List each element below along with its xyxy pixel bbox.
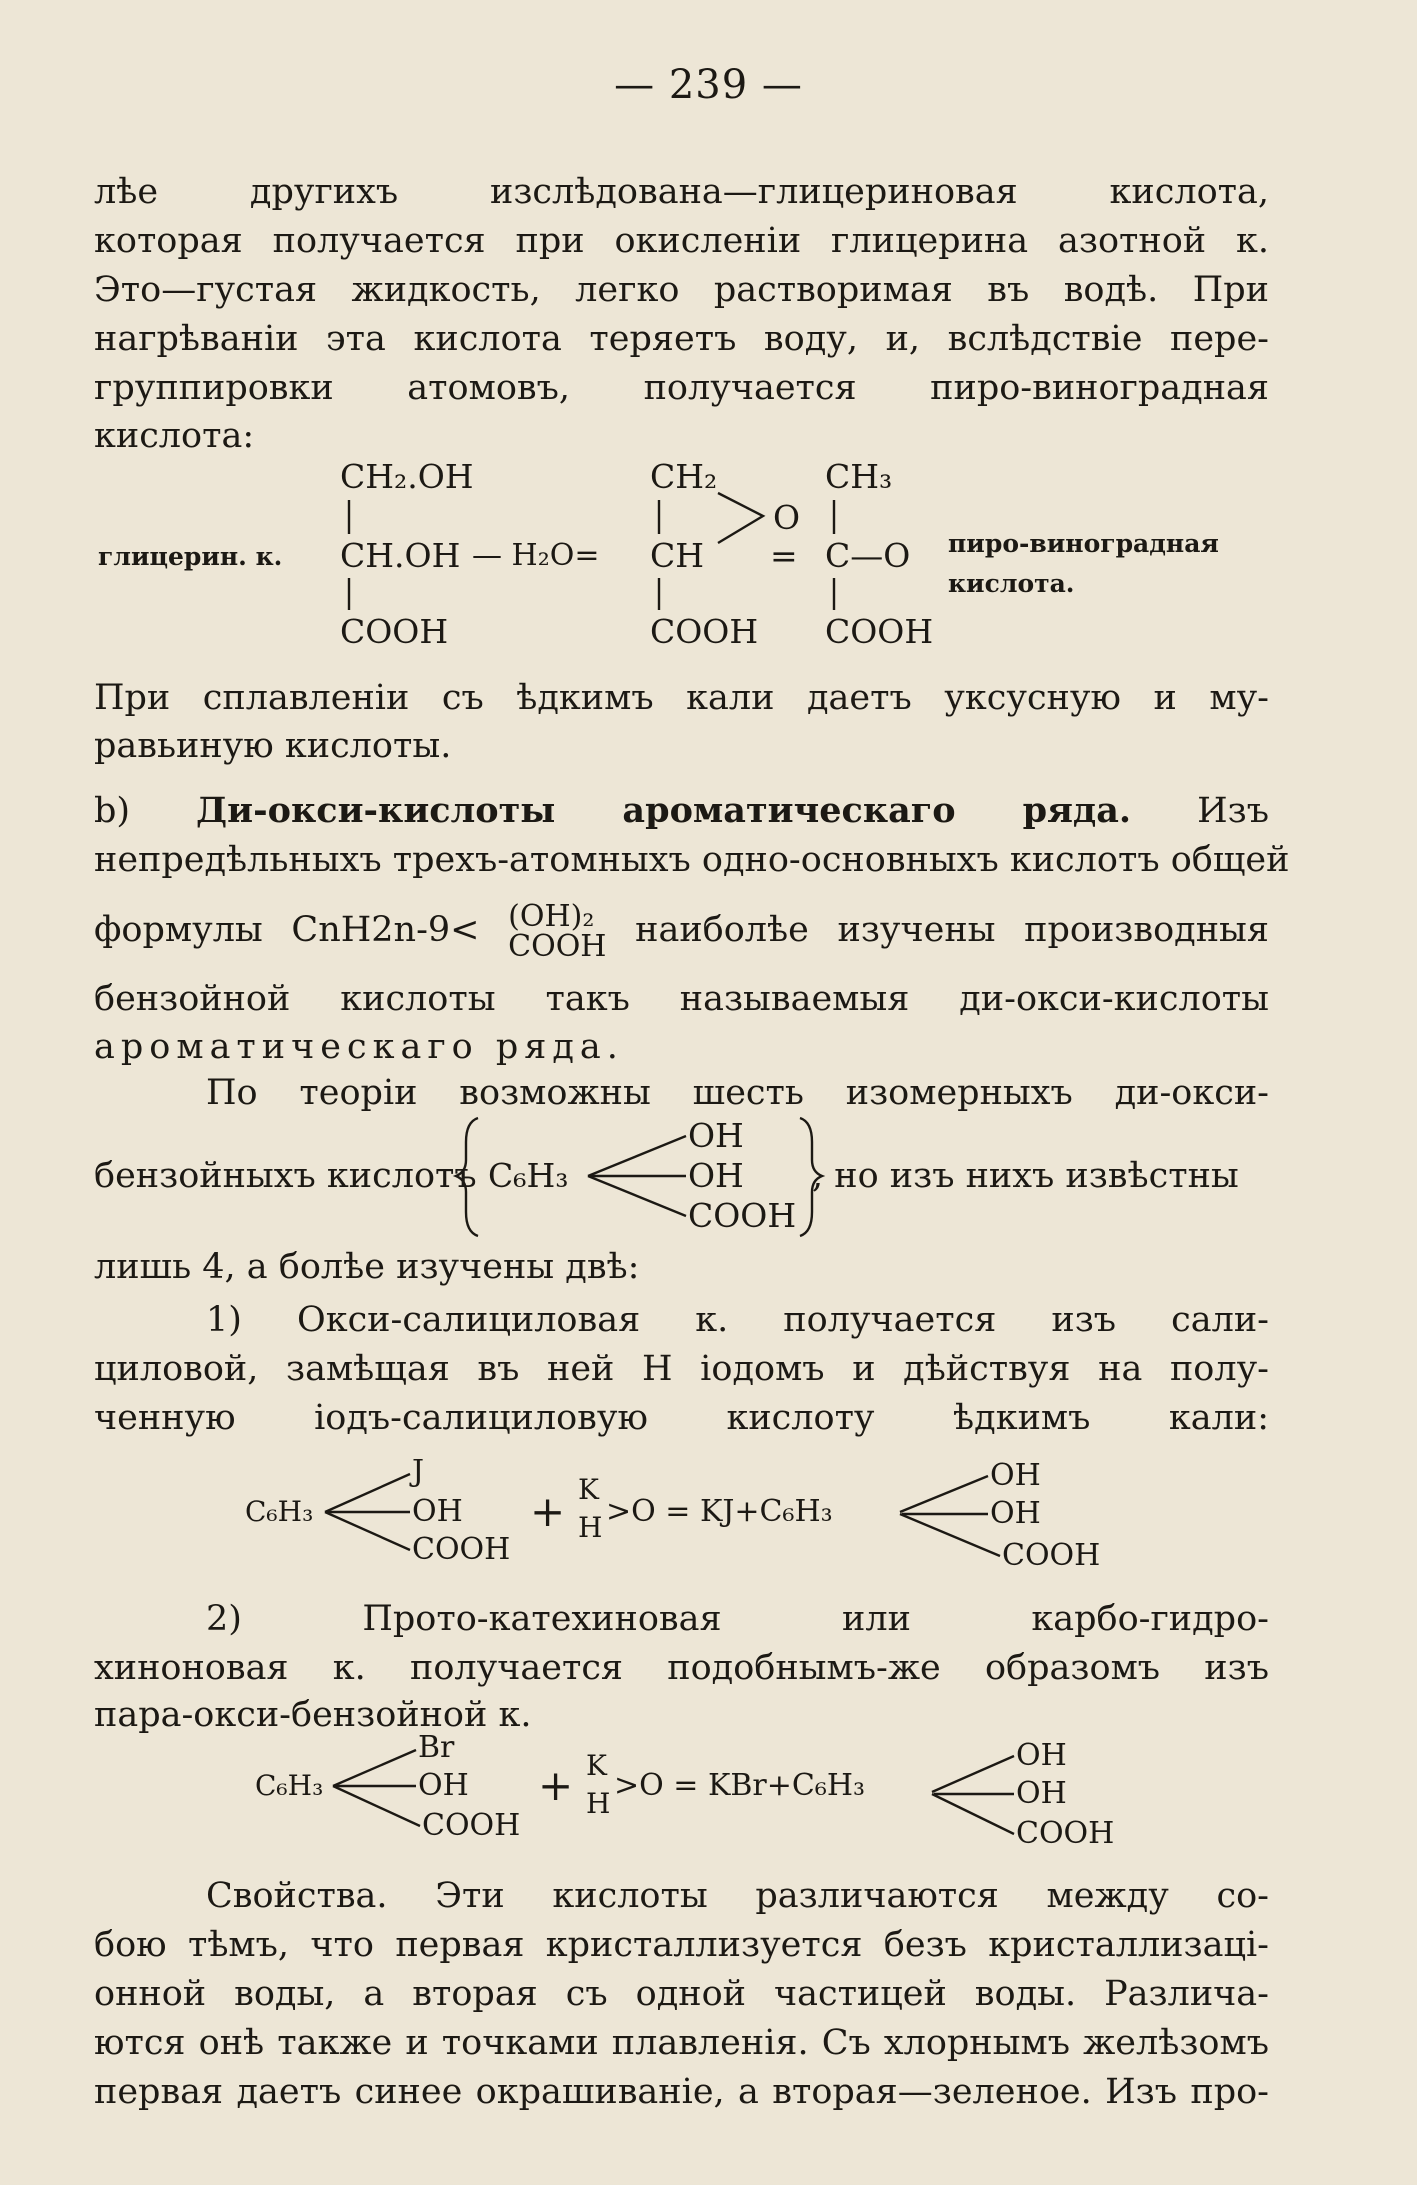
- formula-atom: K: [578, 1473, 599, 1506]
- formula-group: OH: [688, 1116, 744, 1155]
- formula-group: CH₃: [825, 457, 893, 496]
- formula-group: CH: [650, 536, 705, 575]
- text-fragment: формулы CnH2n-9<: [94, 910, 480, 950]
- formula-group: COOH: [1016, 1816, 1115, 1851]
- text-line: ченную іодъ-салициловую кислоту ѣдкимъ кали:: [94, 1398, 1269, 1438]
- formula-operator: +: [530, 1487, 566, 1536]
- compound-label: пиро-виноградная: [948, 529, 1219, 558]
- text-line: По теоріи возможны шесть изомерныхъ ди-окси-: [206, 1073, 1269, 1113]
- formula-group: COOH: [508, 928, 607, 964]
- formula-group: COOH: [412, 1532, 511, 1567]
- text-line: которая получается при окисленіи глицерина азотной к.: [94, 221, 1269, 261]
- formula-group: OH: [418, 1768, 469, 1803]
- text-line: Это—густая жидкость, легко растворимая въ водѣ. При: [94, 270, 1269, 310]
- formula-atom: O: [773, 498, 801, 537]
- text-line: кислота:: [94, 416, 255, 456]
- formula-group: OH: [990, 1458, 1041, 1493]
- formula-atom: K: [586, 1749, 607, 1782]
- text-line: ароматическаго ряда.: [94, 1027, 624, 1067]
- section-heading-line: [94, 789, 1269, 833]
- formula-group: COOH: [1002, 1538, 1101, 1573]
- formula-group: COOH: [650, 612, 759, 651]
- formula-operator: >O = KJ+C₆H₃: [606, 1494, 833, 1529]
- formula-group: OH: [688, 1156, 744, 1195]
- text-line: непредѣльныхъ трехъ-атомныхъ одно-основныхъ кислотъ общей: [94, 840, 1290, 880]
- formula-operator: =: [770, 536, 798, 575]
- text-line: бою тѣмъ, что первая кристаллизуется безъ кристаллизаці-: [94, 1925, 1269, 1965]
- page-number: — 239 —: [614, 62, 803, 108]
- text-line: лѣе другихъ изслѣдована—глицериновая кислота,: [94, 172, 1269, 212]
- formula-group: COOH: [422, 1808, 521, 1843]
- compound-label: кислота.: [948, 569, 1075, 598]
- text-line: бензойной кислоты такъ называемыя ди-окси-кислоты: [94, 979, 1269, 1019]
- formula-atom: H: [586, 1787, 611, 1820]
- formula-group: (OH)₂: [508, 898, 595, 934]
- text-line: ются онѣ также и точками плавленія. Съ хлорнымъ желѣзомъ: [94, 2023, 1269, 2063]
- formula-group: J: [412, 1454, 425, 1489]
- text-line: группировки атомовъ, получается пиро-виноградная: [94, 368, 1269, 408]
- text-line: При сплавленіи съ ѣдкимъ кали даетъ уксусную и му-: [94, 678, 1269, 718]
- formula-group: COOH: [340, 612, 449, 651]
- formula-core: C₆H₃: [255, 1769, 324, 1802]
- formula-atom: H: [578, 1511, 603, 1544]
- text-line: нагрѣваніи эта кислота теряетъ воду, и, вслѣдствіе пере-: [94, 319, 1269, 359]
- formula-group: OH: [1016, 1738, 1067, 1773]
- formula-core: C₆H₃: [245, 1495, 314, 1528]
- bond-lines: [0, 0, 1, 1]
- formula-group: CH₂: [650, 457, 718, 496]
- text-line: пара-окси-бензойной к.: [94, 1695, 532, 1735]
- text-line: лишь 4, а болѣе изучены двѣ:: [94, 1247, 640, 1287]
- formula-operator: >O = KBr+C₆H₃: [614, 1768, 866, 1803]
- formula-group: OH: [412, 1494, 463, 1529]
- formula-text-line: [94, 900, 1269, 964]
- text-fragment: наиболѣе изучены производныя: [635, 910, 1269, 950]
- formula-group: OH: [1016, 1776, 1067, 1811]
- text-line: циловой, замѣщая въ ней H іодомъ и дѣйствуя на полу-: [94, 1349, 1269, 1389]
- text-line: Свойства. Эти кислоты различаются между со-: [206, 1876, 1269, 1916]
- formula-group: OH: [990, 1496, 1041, 1531]
- formula-group: COOH: [688, 1196, 797, 1235]
- text-line: хиноновая к. получается подобнымъ-же образомъ изъ: [94, 1648, 1269, 1688]
- section-title: Ди-окси-кислоты ароматическаго ряда.: [196, 790, 1132, 831]
- text-line: 1) Окси-салициловая к. получается изъ сали-: [206, 1300, 1269, 1340]
- text-fragment: , но изъ нихъ извѣстны: [812, 1156, 1239, 1196]
- formula-group: CH₂.OH: [340, 457, 474, 496]
- general-formula-groups: [508, 898, 607, 964]
- text-fragment: бензойныхъ кислотъ: [94, 1156, 477, 1196]
- section-marker: b): [94, 791, 131, 831]
- formula-core: C₆H₃: [488, 1156, 569, 1195]
- text-line: онной воды, а вторая съ одной частицей воды. Различа-: [94, 1974, 1269, 2014]
- formula-group: COOH: [825, 612, 934, 651]
- text-line: 2) Прото-катехиновая или карбо-гидро-: [206, 1599, 1269, 1639]
- formula-operator: +: [538, 1761, 574, 1810]
- formula-group: CH.OH: [340, 536, 461, 575]
- formula-group: C—O: [825, 536, 911, 575]
- text-line: первая даетъ синее окрашиваніе, а вторая—зеленое. Изъ про-: [94, 2072, 1269, 2112]
- text-line: равьиную кислоты.: [94, 726, 452, 766]
- formula-group: Br: [418, 1730, 455, 1765]
- compound-label: глицерин. к.: [98, 542, 283, 571]
- text-fragment: Изъ: [1197, 791, 1269, 831]
- formula-operator: — H₂O=: [472, 538, 600, 573]
